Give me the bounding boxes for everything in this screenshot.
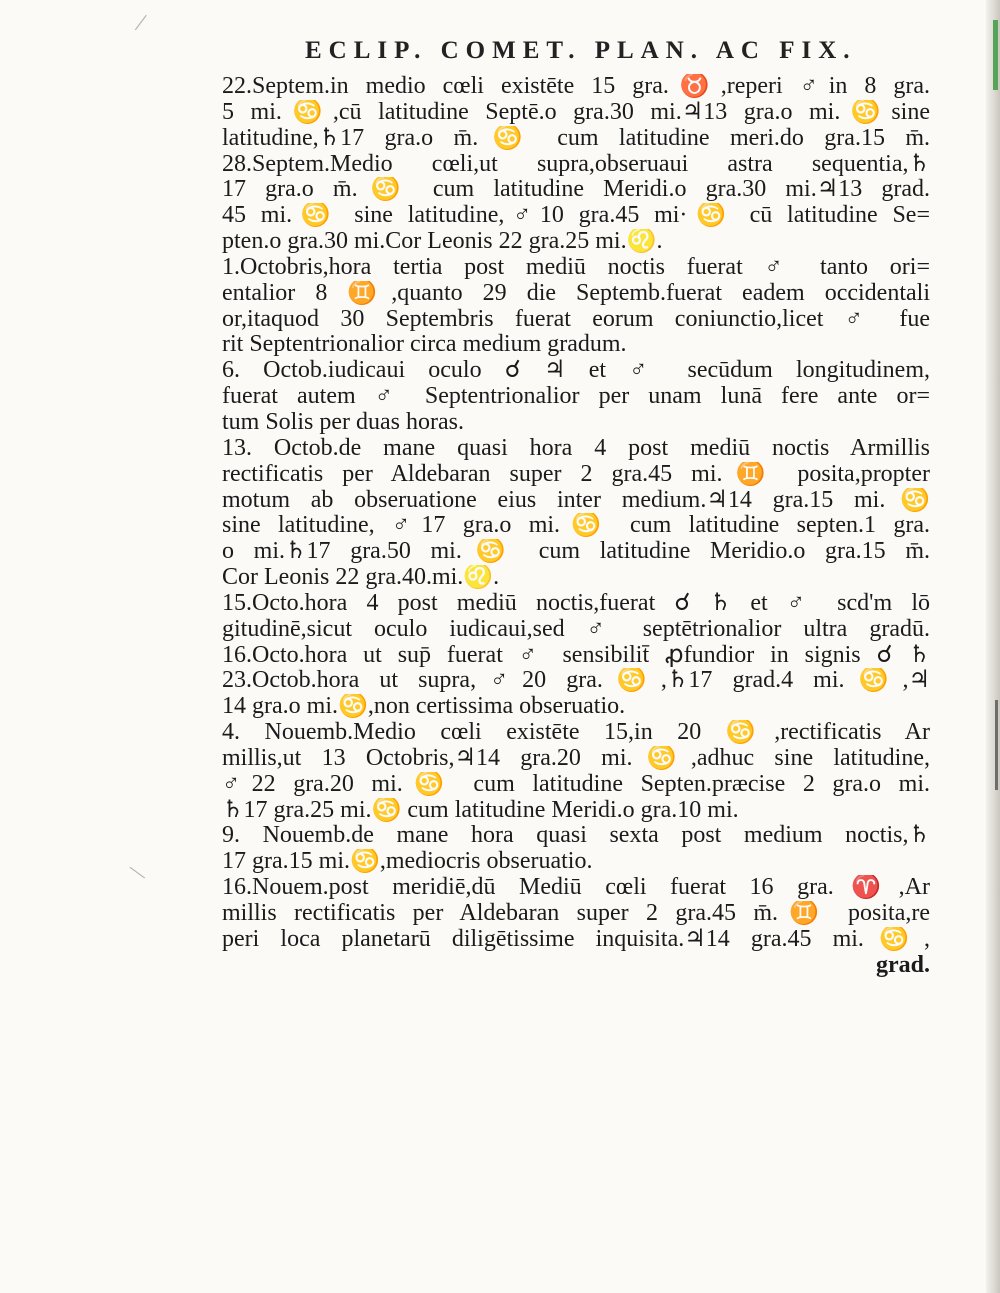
text-line: ♂22 gra.20 mi.♋ cum latitudine Septen.præcise 2 gra.o mi. [222, 771, 930, 797]
text-line: 13. Octob.de mane quasi hora 4 post mediū noctis Armillis [222, 435, 930, 461]
text-line: 9. Nouemb.de mane hora quasi sexta post medium noctis,♄ [222, 823, 930, 849]
text-line: 14 gra.o mi.♋,non certissima obseruatio. [222, 694, 626, 720]
text-line: peri loca planetarū diligētissime inquisita.♃14 gra.45 mi.♋, [222, 926, 930, 952]
text-line: 28.Septem.Medio cœli,ut supra,obseruaui astra sequentia,♄ [222, 151, 930, 177]
text-line: 16.Nouem.post meridiē,dū Mediū cœli fuerat 16 gra.♈,Ar [222, 875, 930, 901]
text-line: ♄17 gra.25 mi.♋ cum latitudine Meridi.o gra.10 mi. [222, 797, 739, 823]
text-line: rectificatis per Aldebaran super 2 gra.45 mi.♊ posita,propter [222, 461, 930, 487]
text-line: 17 gra.o m̄.♋ cum latitudine Meridi.o gra.30 mi.♃13 grad. [222, 177, 930, 203]
text-line: entalior 8 ♊,quanto 29 die Septemb.fuerat eadem occidentali [222, 280, 930, 306]
text-line: rit Septentrionalior circa medium gradum. [222, 332, 627, 358]
text-line: tum Solis per duas horas. [222, 409, 464, 435]
page-edge [986, 0, 1000, 1293]
text-line: o mi.♄17 gra.50 mi.♋ cum latitudine Meridio.o gra.15 m̄. [222, 539, 930, 565]
text-line: 23.Octob.hora ut supra,♂20 gra.♋,♄17 grad.4 mi.♋,♃ [222, 668, 930, 694]
text-line: gitudinē,sicut oculo iudicaui,sed ♂ septētrionalior ultra gradū. [222, 616, 930, 642]
text-line: or,itaquod 30 Septembris fuerat eorum coniunctio,licet ♂ fue [222, 306, 930, 332]
text-line: latitudine,♄17 gra.o m̄.♋ cum latitudine meri.do gra.15 m̄. [222, 125, 930, 151]
text-line: 6. Octob.iudicaui oculo ☌ ♃ et ♂ secūdum longitudinem, [222, 358, 930, 384]
text-line: 15.Octo.hora 4 post mediū noctis,fuerat ☌ ♄ et ♂ scd'm lō [222, 590, 930, 616]
text-line: 17 gra.15 mi.♋,mediocris obseruatio. [222, 849, 593, 875]
text-line: Cor Leonis 22 gra.40.mi.♌. [222, 565, 500, 591]
text-line: 5 mi.♋,cū latitudine Septē.o gra.30 mi.♃13 gra.o mi.♋sine [222, 99, 930, 125]
text-line: millis,ut 13 Octobris,♃14 gra.20 mi.♋,adhuc sine latitudine, [222, 745, 930, 771]
ink-stroke: / [132, 7, 149, 38]
page-edge-mark [993, 20, 998, 90]
text-block [222, 74, 930, 979]
text-line: pten.o gra.30 mi.Cor Leonis 22 gra.25 mi.♌. [222, 229, 663, 255]
text-line: 4. Nouemb.Medio cœli existēte 15,in 20 ♋,rectificatis Ar [222, 720, 930, 746]
text-line: 16.Octo.hora ut sup̄ fuerat ♂ sensibilit̄ ꝓfundior in signis ☌ ♄ [222, 642, 930, 668]
text-line: fuerat autem ♂ Septentrionalior per unam lunā fere ante or= [222, 384, 930, 410]
ink-stroke: \ [126, 858, 149, 887]
catchword: grad. [876, 952, 930, 978]
text-line: motum ab obseruatione eius inter medium.♃14 gra.15 mi.♋ [222, 487, 930, 513]
text-line: 22.Septem.in medio cœli existēte 15 gra.♉,reperi ♂in 8 gra. [222, 74, 930, 99]
text-line: 45 mi.♋ sine latitudine,♂10 gra.45 mi·♋ cū latitudine Se= [222, 203, 930, 229]
page-edge-mark [995, 700, 998, 790]
text-line: millis rectificatis per Aldebaran super 2 gra.45 m̄.♊ posita,re [222, 901, 930, 926]
text-line: 1.Octobris,hora tertia post mediū noctis fuerat ♂ tanto ori= [222, 254, 930, 280]
text-line: sine latitudine, ♂17 gra.o mi.♋ cum latitudine septen.1 gra. [222, 513, 930, 539]
running-title: ECLIP. COMET. PLAN. AC FIX. [305, 37, 857, 64]
